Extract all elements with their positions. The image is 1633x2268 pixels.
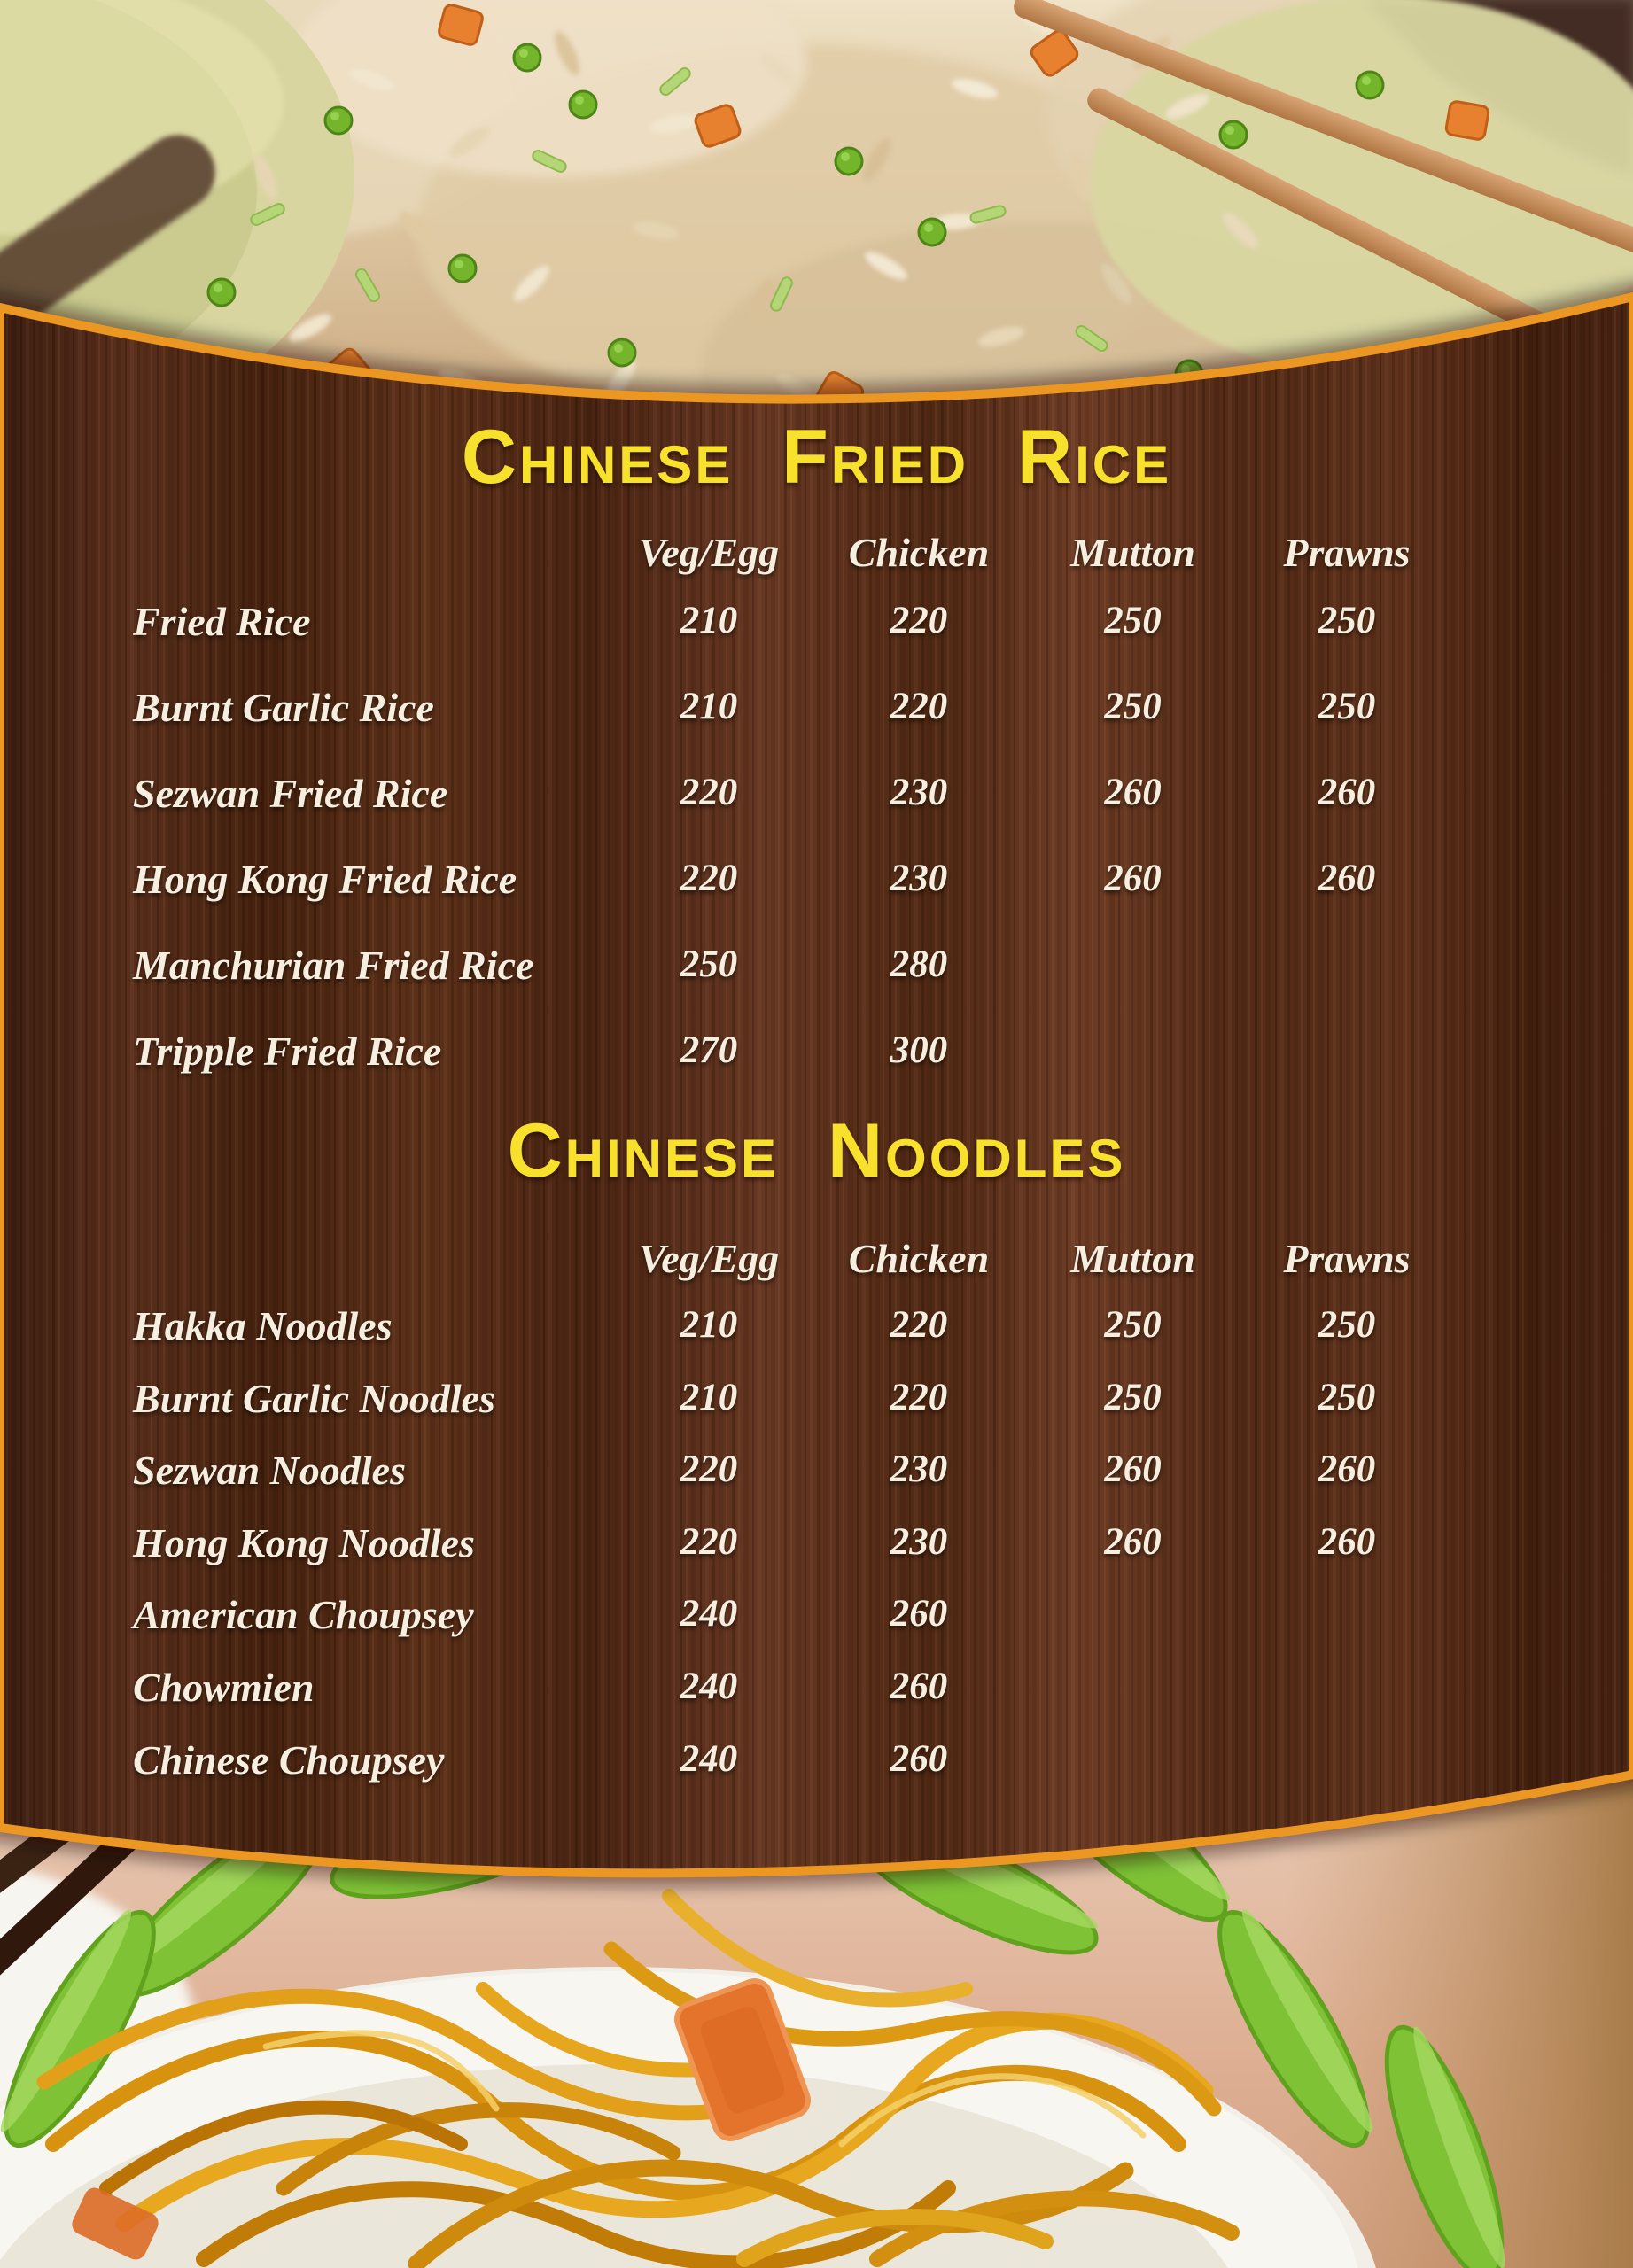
item-price — [1025, 1030, 1240, 1116]
item-price: 230 — [890, 1449, 948, 1491]
item-price — [1240, 1594, 1453, 1666]
item-name: Chowmien — [133, 1664, 315, 1710]
item-price: 250 — [1104, 1376, 1162, 1418]
item-price: 220 — [890, 600, 948, 641]
item-price: 250 — [1104, 1304, 1162, 1346]
item-price: 250 — [1318, 600, 1376, 641]
item-name: Sezwan Noodles — [133, 1448, 406, 1494]
column-header-veg-egg: Veg/Egg — [638, 530, 780, 575]
item-price — [1240, 1666, 1453, 1739]
item-price — [1240, 1739, 1453, 1812]
item-price: 220 — [890, 1376, 948, 1418]
item-price: 240 — [680, 1737, 738, 1780]
item-price: 260 — [1318, 1449, 1376, 1491]
item-price: 250 — [1318, 1376, 1376, 1418]
item-name: Hong Kong Fried Rice — [133, 857, 517, 902]
item-price: 250 — [680, 944, 738, 985]
column-header-mutton: Mutton — [1070, 1236, 1195, 1281]
item-price — [1025, 1666, 1240, 1739]
item-price: 230 — [890, 858, 948, 899]
item-name: Manchurian Fried Rice — [133, 943, 534, 988]
item-price: 300 — [890, 1029, 948, 1071]
item-price: 210 — [680, 1376, 738, 1418]
item-price: 260 — [1104, 1449, 1162, 1491]
item-price: 210 — [680, 600, 738, 641]
column-header-prawns: Prawns — [1283, 530, 1411, 575]
item-price: 230 — [890, 1520, 948, 1563]
item-price: 220 — [680, 772, 738, 813]
item-price: 260 — [1104, 772, 1162, 813]
item-price: 230 — [890, 772, 948, 813]
item-price: 220 — [680, 858, 738, 899]
item-name: American Choupsey — [133, 1592, 474, 1638]
item-price: 250 — [1104, 686, 1162, 727]
item-price: 210 — [680, 1304, 738, 1346]
item-price — [1025, 1739, 1240, 1812]
item-price: 270 — [680, 1029, 738, 1071]
item-price: 210 — [680, 686, 738, 727]
item-price: 220 — [890, 686, 948, 727]
item-price: 260 — [1104, 1520, 1162, 1563]
item-name: Hakka Noodles — [133, 1303, 393, 1348]
item-price: 240 — [680, 1593, 738, 1635]
item-price: 280 — [890, 944, 948, 985]
item-price: 220 — [890, 1304, 948, 1346]
column-header-chicken: Chicken — [848, 530, 990, 575]
item-name: Tripple Fried Rice — [133, 1029, 442, 1074]
item-price: 250 — [1104, 600, 1162, 641]
item-name: Sezwan Fried Rice — [133, 771, 448, 816]
header-spacer — [133, 1238, 605, 1305]
item-price: 260 — [1318, 858, 1376, 899]
item-price: 220 — [680, 1520, 738, 1563]
item-price: 240 — [680, 1665, 738, 1707]
fried-rice-table — [0, 532, 1633, 1116]
column-header-veg-egg: Veg/Egg — [638, 1236, 780, 1281]
item-price: 250 — [1318, 686, 1376, 727]
item-name: Chinese Choupsey — [133, 1736, 445, 1783]
section-heading-noodles: Chinese Noodles — [507, 1108, 1126, 1193]
item-price — [1025, 1594, 1240, 1666]
item-price: 260 — [890, 1593, 948, 1635]
item-price: 260 — [1318, 1520, 1376, 1563]
item-price: 260 — [890, 1737, 948, 1780]
section-heading-fried-rice: Chinese Fried Rice — [461, 415, 1172, 500]
header-spacer — [133, 532, 605, 601]
column-header-chicken: Chicken — [848, 1236, 990, 1281]
item-name: Hong Kong Noodles — [133, 1519, 475, 1565]
item-price: 260 — [890, 1665, 948, 1707]
noodles-table — [0, 1238, 1633, 1811]
item-price: 260 — [1318, 772, 1376, 813]
item-price: 220 — [680, 1449, 738, 1491]
item-price: 260 — [1104, 858, 1162, 899]
item-name: Burnt Garlic Rice — [133, 685, 434, 730]
item-price: 250 — [1318, 1304, 1376, 1346]
column-header-mutton: Mutton — [1070, 530, 1195, 575]
item-price — [1240, 944, 1453, 1030]
item-price — [1025, 944, 1240, 1030]
item-price — [1240, 1030, 1453, 1116]
item-name: Fried Rice — [133, 599, 311, 644]
column-header-prawns: Prawns — [1283, 1236, 1411, 1281]
item-name: Burnt Garlic Noodles — [133, 1375, 495, 1421]
